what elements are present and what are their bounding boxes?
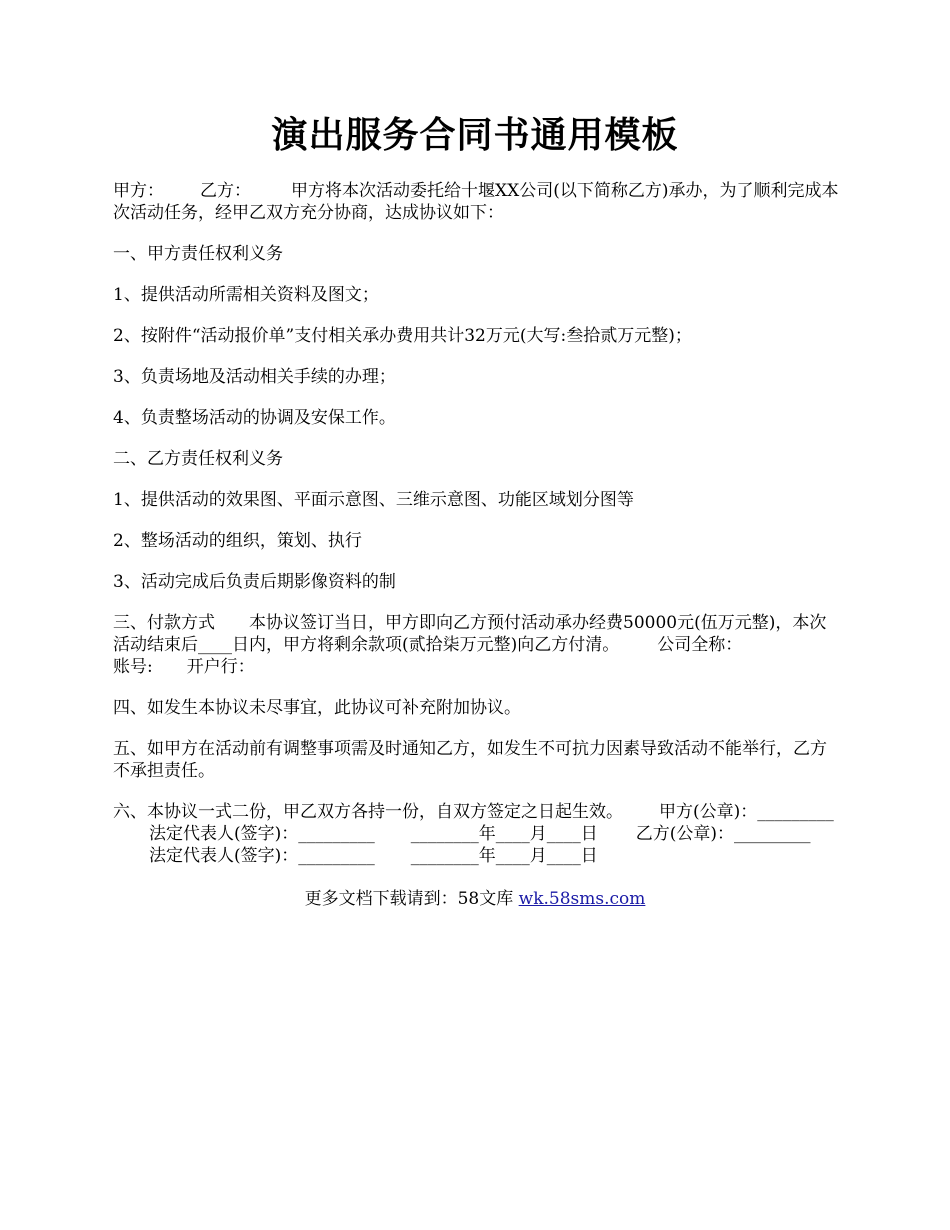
company-name-label: 公司全称： <box>657 635 743 655</box>
section-a-heading: 一、甲方责任权利义务 <box>113 244 283 264</box>
footer-link[interactable]: wk.58sms.com <box>518 889 646 909</box>
section-b-item: 2、整场活动的组织，策划、执行 <box>113 531 362 551</box>
party-b-label: 乙方： <box>200 181 251 201</box>
payment-paragraph <box>113 612 843 678</box>
payment-heading: 三、付款方式 <box>113 613 215 633</box>
document-body <box>113 180 843 867</box>
party-b-seal: 乙方(公章)：_________ <box>635 824 811 844</box>
party-b-date: ________年____月____日 <box>410 846 598 866</box>
payment-text: 本协议签订当日，甲方即向乙方预付活动承办经费50000元(伍万元整)，本次活动结束后____日内，甲方将剩余款项(贰拾柒万元整)向乙方付清。 <box>113 613 827 655</box>
section-b-heading: 二、乙方责任权利义务 <box>113 449 283 469</box>
section-a-item: 3、负责场地及活动相关手续的办理； <box>113 367 396 387</box>
section-b-item: 3、活动完成后负责后期影像资料的制 <box>113 572 396 592</box>
bank-label: 开户行： <box>186 657 255 677</box>
party-b-representative: 法定代表人(签字)：_________ <box>149 846 375 866</box>
download-footer <box>0 888 950 910</box>
party-a-seal: 甲方(公章)：_________ <box>659 802 834 822</box>
intro-text: 甲方将本次活动委托给十堰XX公司(以下简称乙方)承办，为了顺利完成本次活动任务，经甲乙双方充分协商，达成协议如下： <box>113 181 839 223</box>
section-a-item: 1、提供活动所需相关资料及图文； <box>113 285 379 305</box>
intro-paragraph <box>113 180 843 224</box>
section-five: 五、如甲方在活动前有调整事项需及时通知乙方，如发生不可抗力因素导致活动不能举行，乙方不承担责任。 <box>113 739 827 781</box>
section-four: 四、如发生本协议未尽事宜，此协议可补充附加协议。 <box>113 698 521 718</box>
footer-text: 更多文档下载请到：58文库 <box>304 889 519 909</box>
party-a-representative: 法定代表人(签字)：_________ <box>149 824 375 844</box>
section-six <box>113 801 843 867</box>
document-title: 演出服务合同书通用模板 <box>271 114 679 156</box>
account-label: 账号: <box>113 657 153 677</box>
party-a-label: 甲方： <box>113 181 164 201</box>
section-a-item: 2、按附件“活动报价单”支付相关承办费用共计32万元(大写:叁拾贰万元整)； <box>113 326 692 346</box>
section-six-text: 六、本协议一式二份，甲乙双方各持一份，自双方签定之日起生效。 <box>113 802 623 822</box>
section-a-item: 4、负责整场活动的协调及安保工作。 <box>113 408 396 428</box>
party-a-date: ________年____月____日 <box>410 824 598 844</box>
section-b-item: 1、提供活动的效果图、平面示意图、三维示意图、功能区域划分图等 <box>113 490 634 510</box>
